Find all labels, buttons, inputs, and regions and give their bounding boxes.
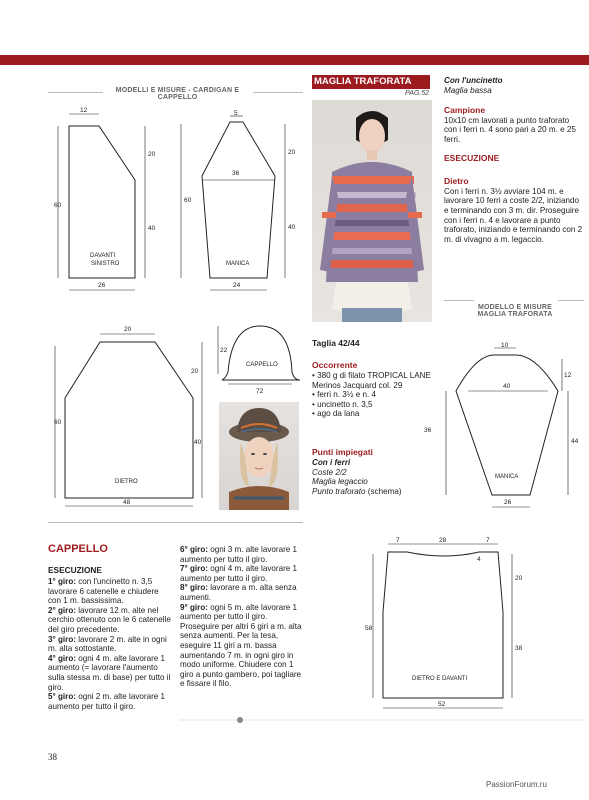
body-height-dim: 58	[365, 625, 373, 632]
bottom-rule	[180, 716, 585, 724]
divider	[48, 92, 103, 93]
page-number: 38	[48, 752, 57, 762]
body-width-dim: 52	[438, 701, 446, 708]
sleeve-middle-dim: 40	[503, 383, 511, 390]
back-width-dim: 48	[123, 499, 131, 506]
sleeve-top-dim: 10	[501, 342, 509, 349]
hat-schematic	[210, 318, 305, 398]
sleeve-label: MANICA	[226, 261, 250, 267]
rounds-right	[180, 545, 304, 689]
sweater-body-schematic	[355, 530, 535, 715]
sleeve-width-dim: 26	[504, 499, 512, 506]
round-item: 8° giro: lavorare a m. alta senza aumenti.	[180, 583, 297, 602]
back-top-dim: 20	[124, 326, 132, 333]
watermark: PassionForum.ru	[486, 780, 547, 789]
sleeve-label: MANICA	[495, 474, 519, 480]
page-reference: PAG.52	[405, 90, 429, 97]
sweater-photo	[312, 100, 432, 322]
sleeve-upper-dim: 20	[288, 149, 296, 156]
back-schematic	[45, 320, 220, 510]
round-item: 5° giro: ogni 2 m. alte lavorare 1 aumento per tutto il giro.	[48, 692, 166, 711]
hat-width-dim: 72	[256, 388, 264, 395]
stitches-subtitle: Con i ferri	[312, 458, 351, 467]
esecuzione-title: ESECUZIONE	[444, 152, 500, 163]
material-item: • 380 g di filato TROPICAL LANE Merinos Jacquard col. 29	[312, 371, 431, 390]
section-title: MODELLO E MISURE MAGLIA TRAFORATA	[477, 304, 553, 318]
hat-label: CAPPELLO	[246, 362, 278, 368]
divider	[444, 300, 474, 301]
material-item: • uncinetto n. 3,5	[312, 399, 373, 409]
back-upper-dim: 20	[191, 368, 199, 375]
front-width-dim: 26	[98, 282, 106, 289]
body-lower-dim: 38	[515, 645, 523, 652]
hat-height-dim: 22	[220, 347, 228, 354]
round-item: 2° giro: lavorare 12 m. alte nel cerchio ottenuto con le 6 catenelle del giro precedente.	[48, 605, 171, 634]
body-neck-dim: 4	[477, 556, 481, 563]
sweater-model-image	[312, 100, 432, 322]
round-item: 7° giro: ogni 4 m. alte lavorare 1 aumento per tutto il giro.	[180, 564, 298, 583]
size-label: Taglia 42/44	[312, 338, 360, 348]
round-item: Proseguire per altri 6 giri a m. alta senza aumenti. Per la tesa, eseguire 11 giri a m. bassa aumentando 7 m. in ogni giro in modo uniforme. Chiudere con 1 giro a punto gambero, poi tagliare e fissare il filo.	[180, 621, 302, 689]
front-label: SINISTRO	[91, 261, 120, 267]
material-item: • ago da lana	[312, 409, 360, 419]
body-top-mid-dim: 28	[439, 537, 447, 544]
crochet-title: Con l'uncinetto	[444, 76, 503, 85]
divider	[48, 522, 303, 523]
header-bar	[0, 55, 589, 65]
front-top-dim: 12	[80, 107, 88, 114]
hat-photo	[219, 402, 299, 510]
stitches-list	[312, 458, 432, 496]
dietro-title: Dietro	[444, 176, 469, 187]
hat-model-image	[219, 402, 299, 510]
front-upper-dim: 20	[148, 151, 156, 158]
back-label: DIETRO	[115, 479, 138, 485]
occorrente-title: Occorrente	[312, 360, 358, 370]
front-label: DAVANTI	[90, 253, 116, 259]
sleeve-upper-dim: 12	[564, 372, 572, 379]
cappello-title: CAPPELLO	[48, 543, 108, 555]
divider	[558, 300, 584, 301]
sleeve-middle-dim: 36	[232, 170, 240, 177]
campione-text: 10x10 cm lavorati a punto traforato con i ferri n. 4 sono pari a 20 m. e 25 ferri.	[444, 115, 576, 144]
rounds-left	[48, 577, 172, 711]
sleeve-left-dim: 36	[424, 427, 432, 434]
sleeve-lower-dim: 40	[288, 224, 296, 231]
sweater-sleeve-schematic	[424, 335, 585, 515]
materials-list	[312, 371, 432, 419]
section-title: MODELLI E MISURE - CARDIGAN E CAPPELLO	[115, 87, 240, 101]
sleeve-schematic	[175, 110, 305, 295]
round-item: 4° giro: ogni 4 m. alte lavorare 1 aumento (= lavorare l'aumento sulla stessa m. di base) per tutto il giro.	[48, 653, 171, 692]
right-column-text	[444, 76, 584, 244]
stitch-item: Punto traforato (schema)	[312, 486, 402, 496]
front-height-dim: 60	[54, 202, 62, 209]
back-height-dim: 60	[54, 419, 62, 426]
campione-title: Campione	[444, 105, 486, 116]
front-lower-dim: 40	[148, 225, 156, 232]
round-item: 6° giro: ogni 3 m. alte lavorare 1 aumento per tutto il giro.	[180, 545, 298, 564]
stitch-item: Maglia legaccio	[312, 477, 368, 487]
round-item: 3° giro: lavorare 2 m. alte in ogni m. alta sottostante.	[48, 634, 167, 654]
body-upper-dim: 20	[515, 575, 523, 582]
sleeve-height-dim: 60	[184, 197, 192, 204]
sleeve-top-dim: 5	[234, 110, 238, 117]
sleeve-right-dim: 44	[571, 438, 579, 445]
round-item: 9° giro: ogni 5 m. alte lavorare 1 aumento per tutto il giro.	[180, 602, 298, 622]
stitch-item: Coste 2/2	[312, 467, 347, 477]
stitches-title: Punti impiegati	[312, 447, 373, 457]
sleeve-width-dim: 24	[233, 282, 241, 289]
maglia-title: MAGLIA TRAFORATA	[314, 76, 412, 87]
body-label: DIETRO E DAVANTI	[412, 676, 468, 682]
front-schematic	[45, 100, 175, 295]
divider	[253, 92, 303, 93]
round-item: 1° giro: con l'uncinetto n. 3,5 lavorare 6 catenelle e chiudere con 1 m. bassissima.	[48, 577, 159, 606]
crochet-stitch: Maglia bassa	[444, 85, 492, 95]
back-lower-dim: 40	[194, 439, 202, 446]
dietro-text: Con i ferri n. 3½ avviare 104 m. e lavorare 10 ferri a coste 2/2, iniziando e terminando con 3 m. dir. Proseguire con i ferri n. 4 e lavorare a punto traforato, iniziando e terminando con 2 m. di vivagno a m. legaccio.	[444, 186, 583, 244]
body-top-right-dim: 7	[486, 537, 490, 544]
cappello-esecuzione: ESECUZIONE	[48, 565, 102, 575]
material-item: • ferri n. 3½ e n. 4	[312, 390, 377, 400]
body-top-left-dim: 7	[396, 537, 400, 544]
